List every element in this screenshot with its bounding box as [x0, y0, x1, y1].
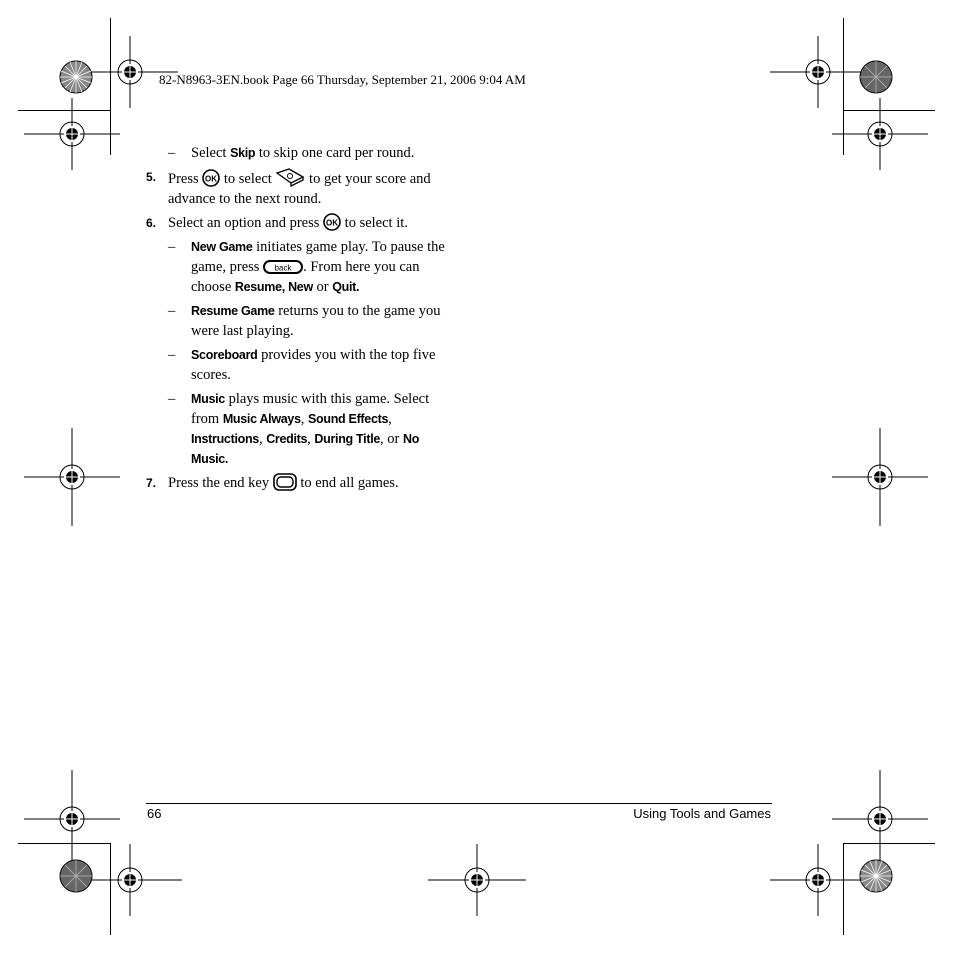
registration-mark-icon	[82, 844, 182, 916]
registration-mark-icon	[24, 428, 120, 526]
ok-key-icon	[323, 213, 341, 231]
registration-mark-icon	[832, 428, 928, 526]
section-title: Using Tools and Games	[633, 806, 771, 821]
registration-mark-icon	[428, 844, 526, 916]
step-5: 5. Press OK to select to get your score and advance to the next round.	[146, 167, 446, 209]
star-target-icon	[859, 859, 893, 893]
back-key-icon	[263, 259, 303, 275]
ok-key-icon	[202, 169, 220, 187]
step-6: 6. Select an option and press OK to select it.	[146, 215, 408, 231]
print-slug: 82-N8963-3EN.book Page 66 Thursday, September 21, 2006 9:04 AM	[159, 72, 526, 87]
svg-text:OK: OK	[205, 174, 218, 184]
star-target-icon	[859, 60, 893, 94]
star-target-icon	[59, 60, 93, 94]
svg-text:back: back	[274, 263, 292, 273]
dash: –	[168, 145, 176, 161]
page-content	[146, 143, 446, 497]
resume-game-item: – Resume Game returns you to the game you were last playing.	[168, 303, 441, 339]
skip-line: – Select Skip to skip one card per round.	[168, 145, 415, 161]
new-game-item: – New Game initiates game play. To pause the game, press back . From here you can choose Resume, New or Quit.	[168, 239, 445, 295]
card-flip-icon	[275, 167, 305, 187]
step-7: 7. Press the end key to end all games.	[146, 475, 399, 491]
scoreboard-item: – Scoreboard provides you with the top five scores.	[168, 347, 436, 383]
svg-text:OK: OK	[326, 218, 339, 228]
end-key-icon	[273, 473, 297, 491]
registration-mark-icon	[770, 844, 866, 916]
registration-mark-icon	[832, 98, 928, 170]
star-target-icon	[59, 859, 93, 893]
page-number: 66	[147, 806, 162, 821]
footer-rule	[146, 803, 772, 804]
music-item: – Music plays music with this game. Select from Music Always, Sound Effects, Instructions, Credits, During Title, or No Music.	[168, 391, 430, 466]
registration-mark-icon	[24, 98, 120, 170]
